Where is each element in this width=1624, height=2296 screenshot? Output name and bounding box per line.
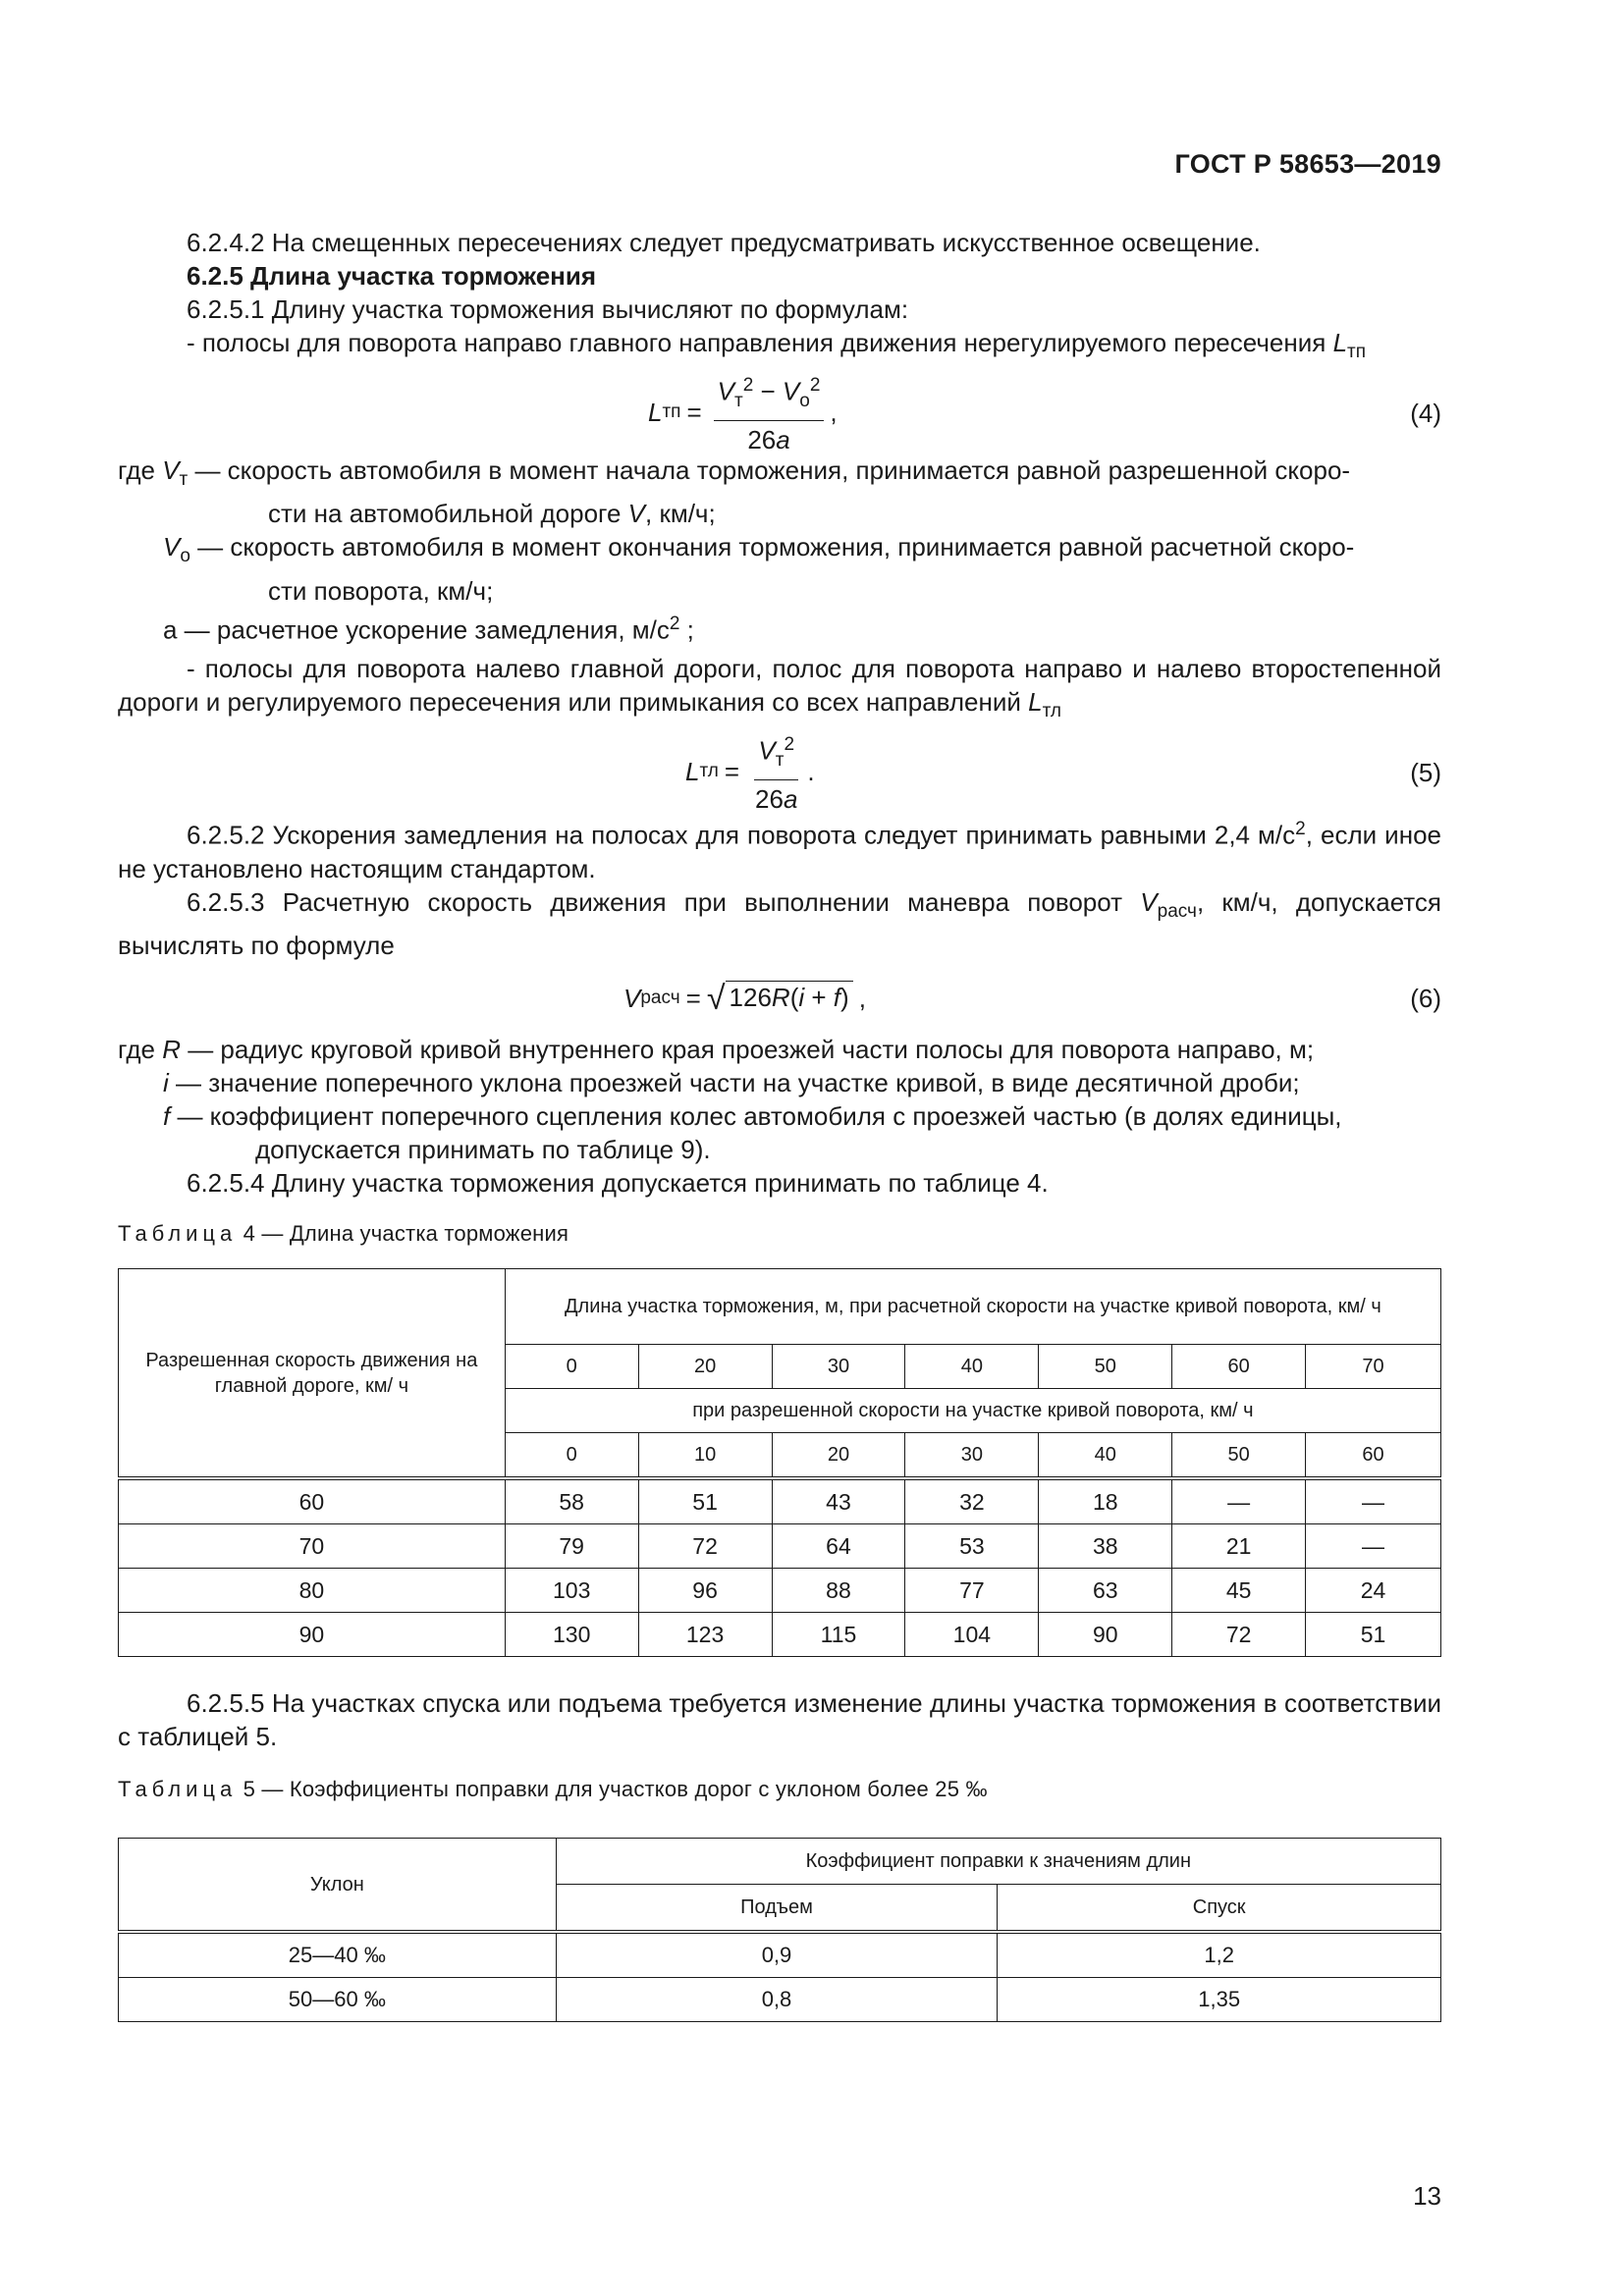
- value-cell: 103: [505, 1569, 638, 1613]
- column-header-descent: Спуск: [998, 1885, 1441, 1933]
- value-cell: 21: [1172, 1524, 1306, 1569]
- row-header-cell: Разрешенная скорость движения на главной дороге, км/ ч: [119, 1269, 506, 1479]
- var-subscript: о: [799, 390, 810, 411]
- definition-text: , км/ч;: [645, 499, 716, 529]
- formula-fraction: [751, 728, 801, 816]
- speed-cell: 90: [119, 1613, 506, 1657]
- value-cell: 18: [1039, 1478, 1172, 1524]
- value-cell: 51: [638, 1478, 772, 1524]
- value-cell: 38: [1039, 1524, 1172, 1569]
- definition-a: [118, 608, 1441, 647]
- unit-power: 2: [1295, 819, 1306, 840]
- value-cell: 72: [1172, 1613, 1306, 1657]
- paragraph-6-2-5-1: 6.2.5.1 Длину участка торможения вычисляют по формулам:: [187, 294, 909, 324]
- formula-expression: V расч = √ 126R(i + f) ,: [623, 980, 866, 1018]
- minus-sign: −: [753, 376, 783, 406]
- caption-text: 5 — Коэффициенты поправки для участков дорог с уклоном более 25 ‰: [237, 1777, 988, 1802]
- symbol: V: [1140, 887, 1158, 918]
- coefficient: 126: [729, 983, 772, 1013]
- symbol: i: [163, 1068, 169, 1098]
- value-cell: 79: [505, 1524, 638, 1569]
- speed-cell: 70: [119, 1524, 506, 1569]
- definition-text: — значение поперечного уклона проезжей части на участке кривой, в виде десятичной дроби;: [168, 1068, 1300, 1098]
- paragraph-text: , км/ч, допускается вычислять по формуле: [118, 887, 1442, 961]
- formula-lhs-subscript: тл: [699, 761, 719, 782]
- speed-cell: 80: [119, 1569, 506, 1613]
- formula-expression: L тл = $\frac{V_т^2}{26a}$ .: [685, 734, 815, 809]
- value-cell: 64: [772, 1524, 905, 1569]
- value-cell: 24: [1306, 1569, 1441, 1613]
- value-cell: 90: [1039, 1613, 1172, 1657]
- table-5-caption: [118, 1773, 1441, 1806]
- radicand: 126R(i + f): [726, 981, 853, 1016]
- formula-number: (5): [1410, 758, 1441, 788]
- symbol-subscript: расч: [1157, 901, 1197, 923]
- caption-label: Таблица: [118, 1221, 238, 1247]
- symbol-subscript: о: [180, 546, 190, 567]
- speed-header-cell: 40: [905, 1345, 1039, 1389]
- value-cell: 88: [772, 1569, 905, 1613]
- var-r: R: [771, 983, 790, 1013]
- formula-expression: L тп = $\frac{V_т^2 - V_о^2}{26a}$ ,: [648, 375, 838, 450]
- value-cell: —: [1172, 1478, 1306, 1524]
- paragraph-6-2-4-2: 6.2.4.2 На смещенных пересечениях следует предусматривать искусственное освещение.: [187, 228, 1261, 257]
- formula-6: [118, 968, 1441, 1029]
- value-cell: 130: [505, 1613, 638, 1657]
- value-cell: 45: [1172, 1569, 1306, 1613]
- value-cell: —: [1306, 1478, 1441, 1524]
- coefficient: 26: [755, 783, 784, 814]
- definition-f: [118, 1099, 1441, 1133]
- table-row: [119, 1478, 1441, 1524]
- table-4-braking-length: [118, 1268, 1441, 1657]
- paragraph-6-2-5-2: [118, 813, 1441, 885]
- paragraph-6-2-5-4: 6.2.5.4 Длину участка торможения допускается принимать по таблице 4.: [187, 1168, 1049, 1199]
- value-cell: 32: [905, 1478, 1039, 1524]
- symbol: f: [163, 1101, 171, 1132]
- value-cell: 53: [905, 1524, 1039, 1569]
- formula-lhs: L: [648, 398, 663, 428]
- slope-cell: 25—40 ‰: [119, 1932, 557, 1978]
- where-word: где: [118, 455, 155, 486]
- speed-header-cell: 20: [638, 1345, 772, 1389]
- up-cell: 0,9: [556, 1932, 998, 1978]
- bullet-text: - полосы для поворота налево главной дороги, полос для поворота направо и налево второстепенной дороги и регулируемого пересечения или примыкания со всех направлений: [118, 654, 1441, 718]
- formula-lhs: L: [685, 757, 700, 787]
- bullet-text: - полосы для поворота направо главного направления движения нерегулируемого пересечения: [187, 328, 1326, 357]
- standard-designation: ГОСТ Р 58653—2019: [1174, 149, 1441, 179]
- var-f: f: [833, 983, 841, 1013]
- definition-text: а — расчетное ускорение замедления, м/с: [163, 614, 670, 645]
- caption-text: 4 — Длина участка торможения: [237, 1221, 569, 1247]
- value-cell: 115: [772, 1613, 905, 1657]
- symbol: V: [162, 455, 180, 486]
- formula-number: (4): [1410, 399, 1441, 429]
- speed-header-cell: 50: [1172, 1433, 1306, 1479]
- value-cell: 51: [1306, 1613, 1441, 1657]
- table-header-row: [119, 1269, 1441, 1345]
- var-subscript: т: [734, 390, 743, 411]
- fraction-denominator: [751, 780, 801, 816]
- definition-text: ;: [679, 614, 694, 645]
- table-row: [119, 1978, 1441, 2022]
- document-body: [118, 226, 1441, 2022]
- formula-number: (6): [1410, 984, 1441, 1014]
- symbol: V: [627, 499, 646, 529]
- table-header-row: [119, 1839, 1441, 1885]
- speed-header-cell: 30: [905, 1433, 1039, 1479]
- value-cell: 58: [505, 1478, 638, 1524]
- plus-sign: +: [804, 983, 834, 1013]
- bullet-right-turn-lane: [118, 326, 1441, 369]
- definition-vo-continuation: сти поворота, км/ч;: [268, 575, 494, 606]
- table-row: [119, 1524, 1441, 1569]
- radical-sign: √: [706, 980, 726, 1018]
- bullet-left-turn-lane: [118, 652, 1441, 728]
- var-power: 2: [742, 374, 754, 396]
- unit-power: 2: [669, 613, 680, 634]
- speed-header-cell: 40: [1039, 1433, 1172, 1479]
- value-cell: —: [1306, 1524, 1441, 1569]
- value-cell: 43: [772, 1478, 905, 1524]
- definition-text: — коэффициент поперечного сцепления колес автомобиля с проезжей частью (в долях единицы,: [170, 1101, 1342, 1132]
- value-cell: 96: [638, 1569, 772, 1613]
- speed-header-cell: 60: [1172, 1345, 1306, 1389]
- formula-5: [118, 733, 1441, 814]
- section-heading-6-2-5: 6.2.5 Длина участка торможения: [187, 261, 597, 291]
- definition-vt: [118, 454, 1441, 497]
- up-cell: 0,8: [556, 1978, 998, 2022]
- symbol: L: [1332, 328, 1348, 357]
- symbol: R: [162, 1035, 181, 1065]
- formula-lhs: V: [623, 984, 641, 1014]
- table-row: [119, 1613, 1441, 1657]
- paragraph-text: 6.2.5.2 Ускорения замедления на полосах для поворота следует принимать равными 2,4 м/с: [187, 821, 1296, 851]
- formula-trail: ,: [830, 398, 838, 428]
- speed-header-cell: 70: [1306, 1345, 1441, 1389]
- var-v: V: [717, 376, 734, 406]
- down-cell: 1,2: [998, 1932, 1441, 1978]
- speed-header-cell: 50: [1039, 1345, 1172, 1389]
- definition-r: [118, 1033, 1441, 1066]
- paragraph-6-2-5-5: 6.2.5.5 На участках спуска или подъема требуется изменение длины участка торможения в соответствии с таблицей 5.: [118, 1688, 1441, 1752]
- group-header-cell: Коэффициент поправки к значениям длин: [556, 1839, 1440, 1885]
- formula-trail: .: [807, 757, 815, 787]
- group-header-cell: Длина участка торможения, м, при расчетной скорости на участке кривой поворота, км/ ч: [505, 1269, 1440, 1345]
- formula-4: [118, 374, 1441, 454]
- fraction-denominator: [743, 421, 793, 456]
- table-5-correction-coefficients: [118, 1838, 1441, 2022]
- value-cell: 72: [638, 1524, 772, 1569]
- definition-text: — радиус круговой кривой внутреннего края проезжей части полосы для поворота направо, м;: [180, 1035, 1315, 1065]
- value-cell: 63: [1039, 1569, 1172, 1613]
- value-cell: 123: [638, 1613, 772, 1657]
- paragraph-text: 6.2.5.3 Расчетную скорость движения при выполнении маневра поворот: [187, 887, 1123, 918]
- symbol-subscript: т: [179, 469, 189, 491]
- speed-cell: 60: [119, 1478, 506, 1524]
- definition-f-continuation: допускается принимать по таблице 9).: [255, 1135, 711, 1165]
- symbol-subscript: тп: [1347, 342, 1367, 363]
- fraction-numerator: [714, 369, 825, 421]
- var-i: i: [798, 983, 805, 1013]
- symbol: V: [163, 532, 181, 562]
- table-row: [119, 1569, 1441, 1613]
- fraction-numerator: [754, 728, 798, 780]
- var-subscript: т: [775, 749, 785, 771]
- paragraph-text: , если иное не установлено настоящим стандартом.: [118, 821, 1441, 884]
- page-number: 13: [1413, 2181, 1441, 2211]
- speed-header-cell: 10: [638, 1433, 772, 1479]
- definition-vt-continuation: [118, 497, 1441, 530]
- speed-header-cell: 60: [1306, 1433, 1441, 1479]
- coefficient: 26: [747, 424, 777, 454]
- definition-text: сти на автомобильной дороге: [268, 499, 622, 529]
- formula-trail: ,: [858, 984, 866, 1014]
- value-cell: 104: [905, 1613, 1039, 1657]
- down-cell: 1,35: [998, 1978, 1441, 2022]
- value-cell: 77: [905, 1569, 1039, 1613]
- paragraph-6-2-5-3: [118, 885, 1441, 962]
- var-a: a: [783, 783, 798, 814]
- group-header-cell: при разрешенной скорости на участке кривой поворота, км/ ч: [505, 1389, 1440, 1433]
- column-header-slope: Уклон: [119, 1839, 557, 1933]
- definition-text: — скорость автомобиля в момент окончания торможения, принимается равной расчетной скоро-: [189, 532, 1355, 562]
- table-row: [119, 1932, 1441, 1978]
- var-power: 2: [784, 733, 795, 755]
- slope-cell: 50—60 ‰: [119, 1978, 557, 2022]
- var-v: V: [758, 735, 776, 766]
- formula-fraction: [714, 369, 825, 456]
- speed-header-cell: 0: [505, 1433, 638, 1479]
- caption-label: Таблица: [118, 1777, 238, 1802]
- speed-header-cell: 20: [772, 1433, 905, 1479]
- table-4-caption: [118, 1217, 1441, 1251]
- definition-vo: [118, 530, 1441, 573]
- var-a: a: [776, 424, 790, 454]
- symbol: L: [1028, 687, 1043, 718]
- var-v: V: [782, 376, 800, 406]
- var-power: 2: [809, 374, 821, 396]
- square-root: [707, 981, 853, 1016]
- where-word: где: [118, 1035, 155, 1065]
- symbol-subscript: тл: [1042, 701, 1061, 722]
- column-header-ascent: Подъем: [556, 1885, 998, 1933]
- definition-i: [118, 1066, 1441, 1099]
- speed-header-cell: 30: [772, 1345, 905, 1389]
- definition-text: — скорость автомобиля в момент начала торможения, принимается равной разрешенной скоро-: [188, 455, 1351, 486]
- formula-lhs-subscript: тп: [662, 401, 681, 423]
- speed-header-cell: 0: [505, 1345, 638, 1389]
- formula-lhs-subscript: расч: [640, 988, 680, 1009]
